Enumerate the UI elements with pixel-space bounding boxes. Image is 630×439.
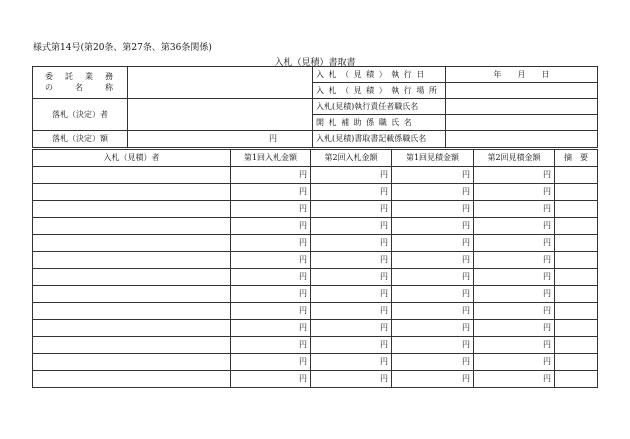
bid-1-cell[interactable]: 円 xyxy=(231,218,311,235)
bidder-cell[interactable] xyxy=(33,303,231,320)
recorder-field[interactable] xyxy=(446,131,598,148)
bid-1-cell[interactable]: 円 xyxy=(231,167,311,184)
bid-1-cell[interactable]: 円 xyxy=(231,201,311,218)
table-row xyxy=(33,286,598,303)
table-row xyxy=(33,269,598,286)
bidder-cell[interactable] xyxy=(33,371,231,388)
remarks-cell[interactable] xyxy=(555,354,598,371)
bid-1-cell[interactable]: 円 xyxy=(231,354,311,371)
table-row xyxy=(33,235,598,252)
exec-place-field[interactable] xyxy=(446,83,598,99)
estimate-1-cell[interactable]: 円 xyxy=(392,184,474,201)
estimate-1-cell[interactable]: 円 xyxy=(392,286,474,303)
header-remarks: 摘 要 xyxy=(555,150,598,167)
remarks-cell[interactable] xyxy=(555,252,598,269)
estimate-1-cell[interactable]: 円 xyxy=(392,235,474,252)
bid-2-cell[interactable]: 円 xyxy=(311,184,392,201)
estimate-1-cell[interactable]: 円 xyxy=(392,252,474,269)
estimate-1-cell[interactable]: 円 xyxy=(392,337,474,354)
estimate-2-cell[interactable]: 円 xyxy=(474,252,555,269)
estimate-1-cell[interactable]: 円 xyxy=(392,167,474,184)
bid-1-cell[interactable]: 円 xyxy=(231,235,311,252)
bid-1-cell[interactable]: 円 xyxy=(231,252,311,269)
remarks-cell[interactable] xyxy=(555,184,598,201)
remarks-cell[interactable] xyxy=(555,303,598,320)
estimate-2-cell[interactable]: 円 xyxy=(474,354,555,371)
estimate-2-cell[interactable]: 円 xyxy=(474,286,555,303)
amount-label: 落札（決定）額 xyxy=(33,131,128,148)
table-row xyxy=(33,337,598,354)
table-row xyxy=(33,218,598,235)
bid-1-cell[interactable]: 円 xyxy=(231,337,311,354)
remarks-cell[interactable] xyxy=(555,371,598,388)
table-row xyxy=(33,371,598,388)
commission-label: 委 託 業 務 の 名 称 xyxy=(33,67,128,99)
bids-header-row xyxy=(33,150,598,167)
bid-2-cell[interactable]: 円 xyxy=(311,286,392,303)
estimate-1-cell[interactable]: 円 xyxy=(392,320,474,337)
bid-1-cell[interactable]: 円 xyxy=(231,184,311,201)
bid-1-cell[interactable]: 円 xyxy=(231,320,311,337)
header-bid-1: 第1回入札金額 xyxy=(231,150,311,167)
witness-field[interactable] xyxy=(446,115,598,131)
bid-1-cell[interactable]: 円 xyxy=(231,286,311,303)
bid-2-cell[interactable]: 円 xyxy=(311,269,392,286)
bid-2-cell[interactable]: 円 xyxy=(311,218,392,235)
table-row xyxy=(33,354,598,371)
header-bidder: 入札（見積）者 xyxy=(33,150,231,167)
bid-2-cell[interactable]: 円 xyxy=(311,303,392,320)
bidder-cell[interactable] xyxy=(33,218,231,235)
exec-date-value[interactable]: 年 月 日 xyxy=(446,67,598,83)
bidder-cell[interactable] xyxy=(33,354,231,371)
remarks-cell[interactable] xyxy=(555,235,598,252)
table-row xyxy=(33,201,598,218)
estimate-1-cell[interactable]: 円 xyxy=(392,371,474,388)
amount-field[interactable]: 円 xyxy=(128,131,313,148)
responsible-label: 入札(見積)執行責任者職氏名 xyxy=(313,99,446,115)
bidder-cell[interactable] xyxy=(33,201,231,218)
estimate-2-cell[interactable]: 円 xyxy=(474,167,555,184)
bidder-cell[interactable] xyxy=(33,320,231,337)
bid-1-cell[interactable]: 円 xyxy=(231,269,311,286)
form-number: 様式第14号(第20条、第27条、第36条関係) xyxy=(33,43,212,53)
remarks-cell[interactable] xyxy=(555,286,598,303)
bidder-cell[interactable] xyxy=(33,269,231,286)
witness-label: 開 札 補 助 係 職 氏 名 xyxy=(313,115,446,131)
bid-1-cell[interactable]: 円 xyxy=(231,303,311,320)
table-row xyxy=(33,252,598,269)
table-row xyxy=(33,167,598,184)
bid-2-cell[interactable]: 円 xyxy=(311,337,392,354)
remarks-cell[interactable] xyxy=(555,320,598,337)
bidder-cell[interactable] xyxy=(33,235,231,252)
bidder-cell[interactable] xyxy=(33,337,231,354)
remarks-cell[interactable] xyxy=(555,218,598,235)
bid-2-cell[interactable]: 円 xyxy=(311,167,392,184)
estimate-2-cell[interactable]: 円 xyxy=(474,320,555,337)
remarks-cell[interactable] xyxy=(555,337,598,354)
bid-2-cell[interactable]: 円 xyxy=(311,201,392,218)
estimate-2-cell[interactable]: 円 xyxy=(474,371,555,388)
exec-place-label: 入 札 （ 見 積 ） 執 行 場 所 xyxy=(313,83,446,99)
estimate-1-cell[interactable]: 円 xyxy=(392,201,474,218)
estimate-2-cell[interactable]: 円 xyxy=(474,201,555,218)
estimate-2-cell[interactable]: 円 xyxy=(474,235,555,252)
header-info-table xyxy=(32,66,598,148)
winner-label: 落札（決定）者 xyxy=(33,99,128,131)
table-row xyxy=(33,303,598,320)
responsible-field[interactable] xyxy=(446,99,598,115)
estimate-2-cell[interactable]: 円 xyxy=(474,337,555,354)
bid-2-cell[interactable]: 円 xyxy=(311,235,392,252)
bidder-cell[interactable] xyxy=(33,167,231,184)
estimate-2-cell[interactable]: 円 xyxy=(474,303,555,320)
estimate-2-cell[interactable]: 円 xyxy=(474,269,555,286)
estimate-2-cell[interactable]: 円 xyxy=(474,218,555,235)
estimate-1-cell[interactable]: 円 xyxy=(392,354,474,371)
table-row xyxy=(33,320,598,337)
bid-1-cell[interactable]: 円 xyxy=(231,371,311,388)
estimate-1-cell[interactable]: 円 xyxy=(392,269,474,286)
estimate-2-cell[interactable]: 円 xyxy=(474,184,555,201)
winner-field[interactable] xyxy=(128,99,313,131)
recorder-label: 入札(見積)書取書記載係職氏名 xyxy=(313,131,446,148)
estimate-1-cell[interactable]: 円 xyxy=(392,218,474,235)
bids-table xyxy=(32,149,598,388)
bid-2-cell[interactable]: 円 xyxy=(311,354,392,371)
form-title: 入札（見積）書取書 xyxy=(274,58,356,68)
bidder-cell[interactable] xyxy=(33,252,231,269)
remarks-cell[interactable] xyxy=(555,201,598,218)
bidder-cell[interactable] xyxy=(33,184,231,201)
bid-2-cell[interactable]: 円 xyxy=(311,371,392,388)
estimate-1-cell[interactable]: 円 xyxy=(392,303,474,320)
header-estimate-1: 第1回見積金額 xyxy=(392,150,474,167)
exec-date-label: 入 札 （ 見 積 ） 執 行 日 xyxy=(313,67,446,83)
header-estimate-2: 第2回見積金額 xyxy=(474,150,555,167)
header-bid-2: 第2回入札金額 xyxy=(311,150,392,167)
bid-2-cell[interactable]: 円 xyxy=(311,320,392,337)
table-row xyxy=(33,184,598,201)
bid-2-cell[interactable]: 円 xyxy=(311,252,392,269)
remarks-cell[interactable] xyxy=(555,269,598,286)
commission-name-field[interactable] xyxy=(128,67,313,99)
bidder-cell[interactable] xyxy=(33,286,231,303)
remarks-cell[interactable] xyxy=(555,167,598,184)
